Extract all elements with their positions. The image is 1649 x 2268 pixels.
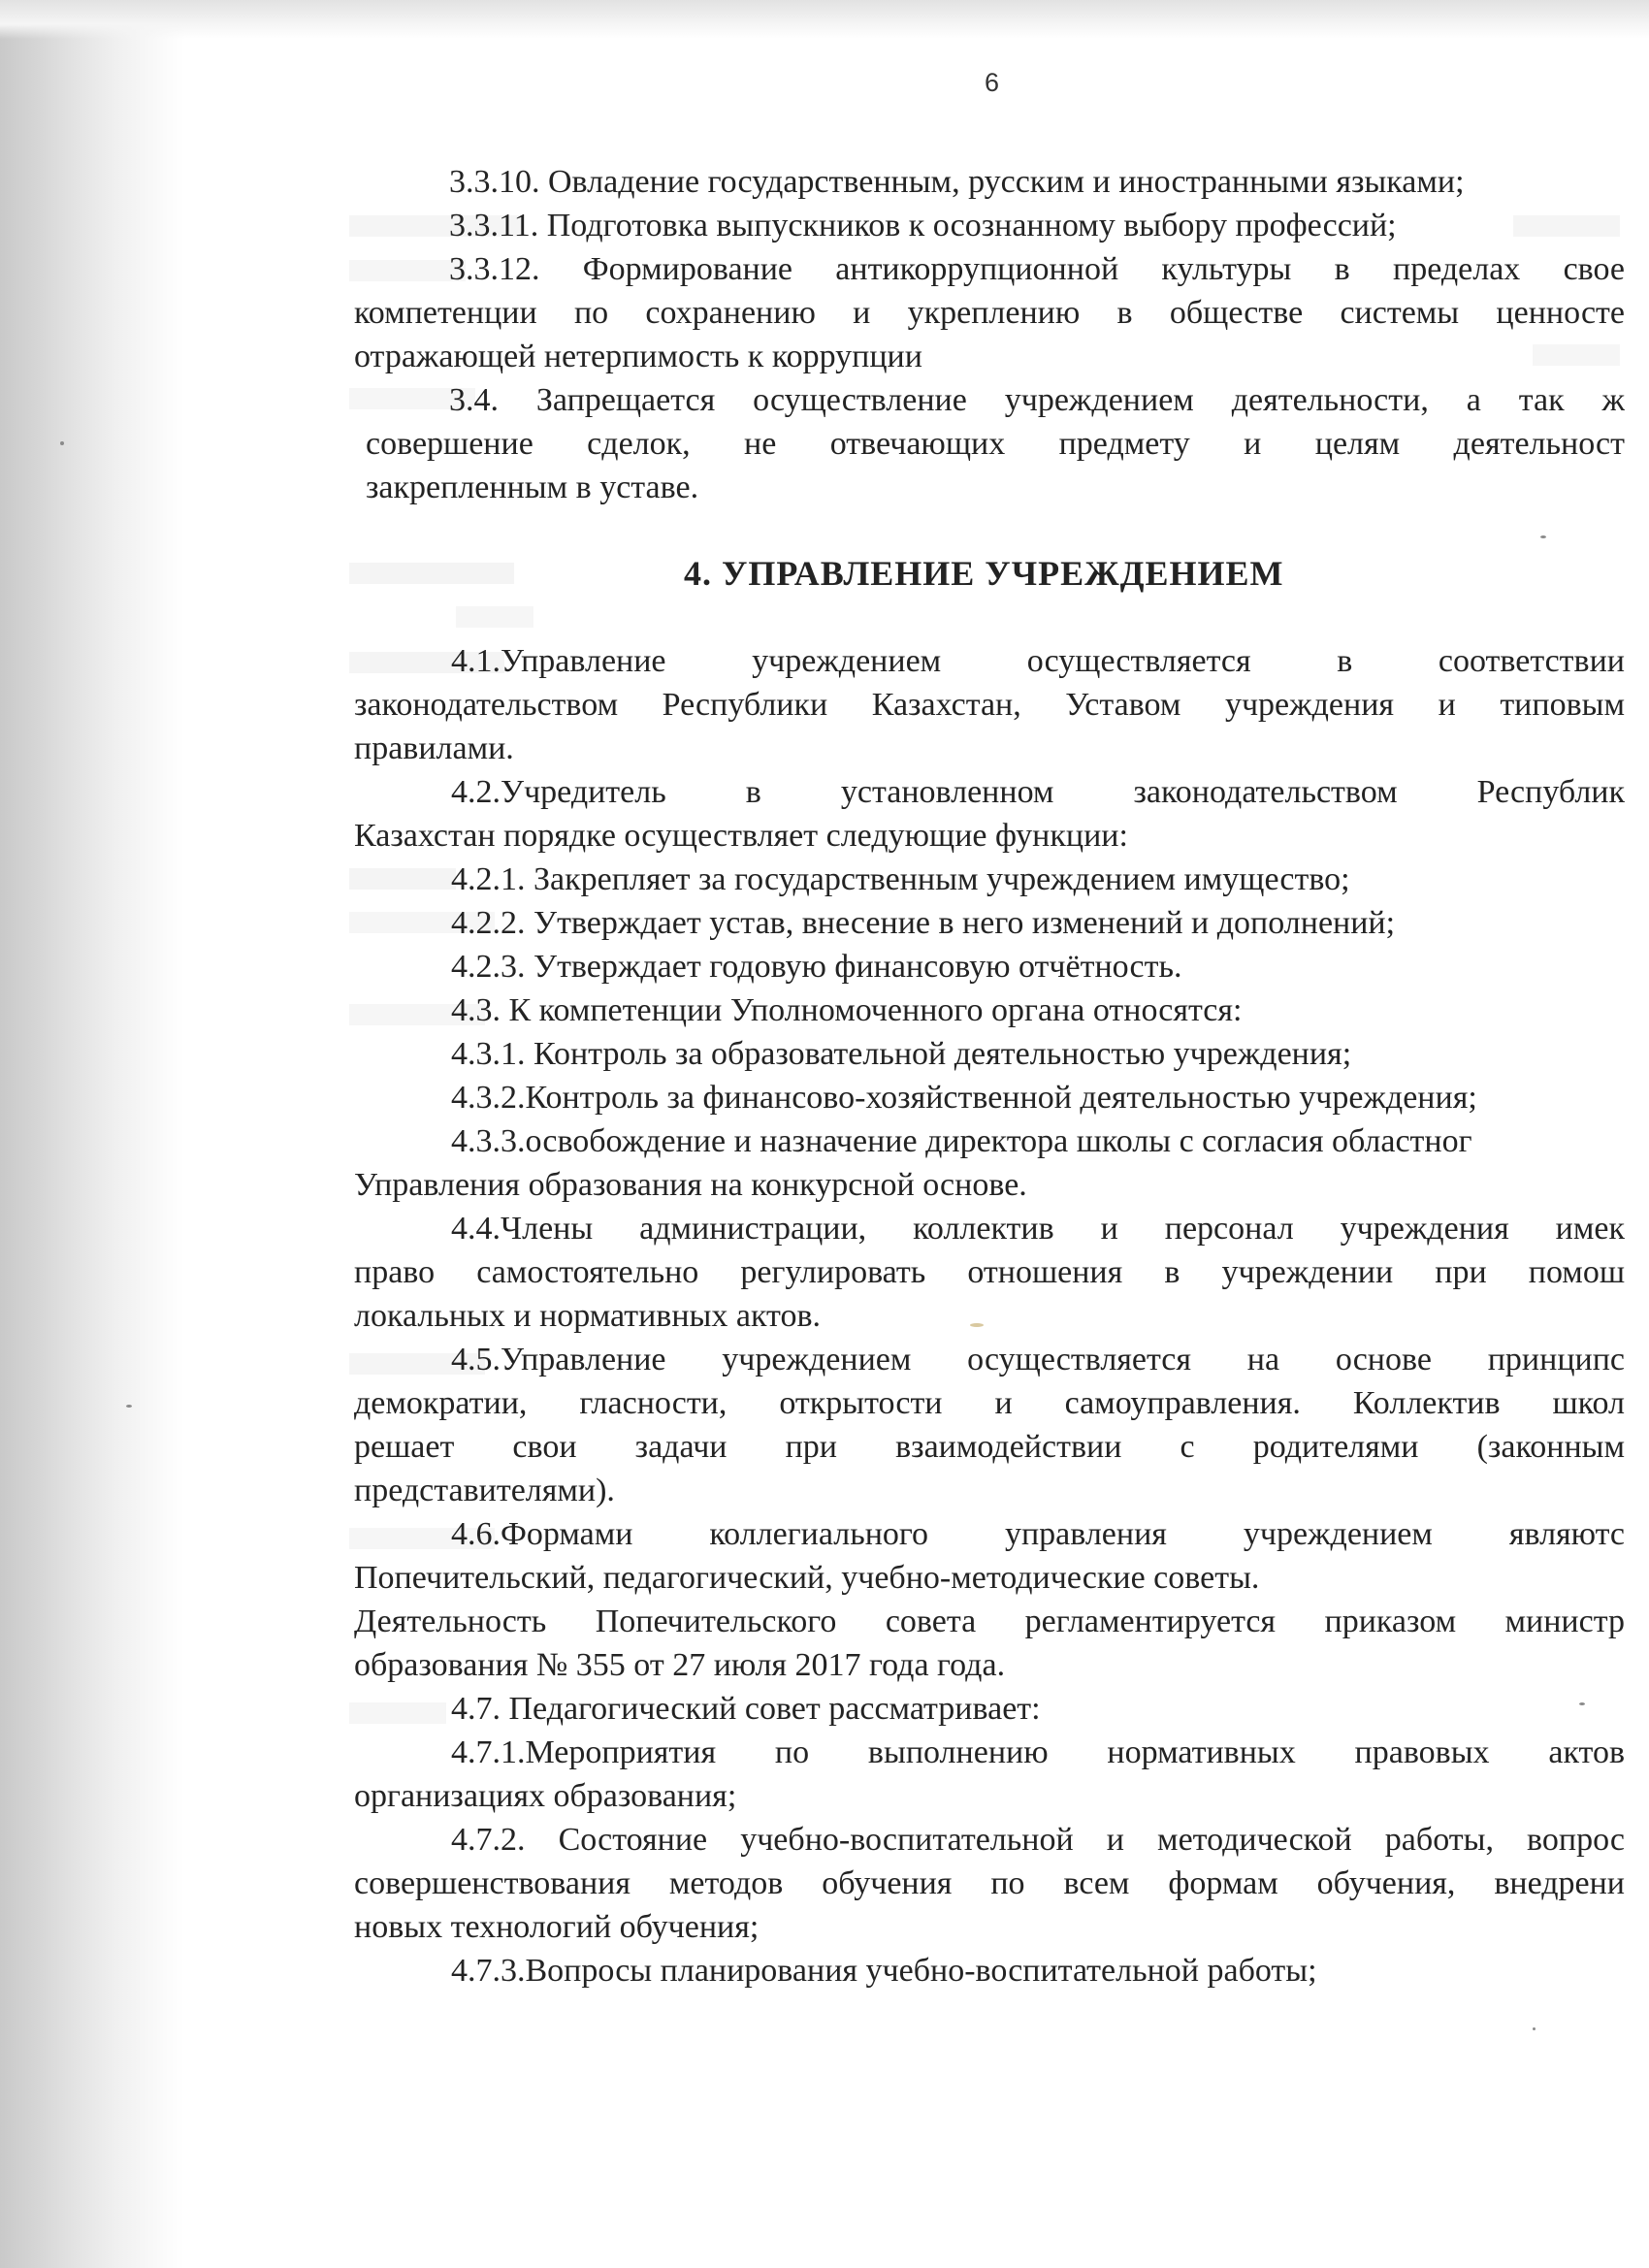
text-line: 3.4. Запрещается осуществление учреждением деятельности, а так ж [449,382,1625,418]
text-line: представителями). [354,1473,615,1508]
section-heading: 4. УПРАВЛЕНИЕ УЧРЕЖДЕНИЕМ [684,554,1284,593]
text-line: закрепленным в уставе. [366,470,699,505]
text-line: Деятельность Попечительского совета регламентируется приказом министр [354,1604,1625,1639]
scan-speck [60,441,64,445]
text-line: 4.5.Управление учреждением осуществляется на основе принципс [451,1342,1625,1377]
text-line: Попечительский, педагогический, учебно-методические советы. [354,1560,1260,1596]
text-line: 4.3.1. Контроль за образовательной деятельностью учреждения; [451,1036,1352,1072]
text-line: 3.3.11. Подготовка выпускников к осознанному выбору профессий; [449,208,1397,243]
text-line: 4.3.2.Контроль за финансово-хозяйственной деятельностью учреждения; [451,1080,1477,1116]
text-line: демократии, гласности, открытости и самоуправления. Коллектив школ [354,1385,1625,1421]
text-line: новых технологий обучения; [354,1909,760,1945]
text-line: Управления образования на конкурсной основе. [354,1167,1027,1203]
text-line: совершенствования методов обучения по всем формам обучения, внедрени [354,1865,1625,1901]
text-line: 4.4.Члены администрации, коллектив и персонал учреждения имек [451,1211,1625,1247]
text-line: совершение сделок, не отвечающих предмету и целям деятельност [366,426,1625,462]
text-line: образования № 355 от 27 июля 2017 года года. [354,1647,1006,1683]
text-line: 4.2.1. Закрепляет за государственным учреждением имущество; [451,861,1350,897]
text-line: правилами. [354,730,514,766]
document-body [354,0,1625,2268]
text-line: право самостоятельно регулировать отношения в учреждении при помош [354,1254,1625,1290]
text-line: организациях образования; [354,1778,737,1814]
text-line: 3.3.10. Овладение государственным, русским и иностранными языками; [449,164,1465,200]
text-line: 4.1.Управление учреждением осуществляется в соответствии [451,643,1625,679]
text-line: локальных и нормативных актов. [354,1298,822,1334]
text-line: 4.7. Педагогический совет рассматривает: [451,1691,1041,1727]
scan-speck [126,1405,132,1408]
text-line: законодательством Республики Казахстан, Уставом учреждения и типовым [354,687,1625,723]
text-line: решает свои задачи при взаимодействии с родителями (законным [354,1429,1625,1465]
text-line: компетенции по сохранению и укреплению в обществе системы ценносте [354,295,1625,331]
text-line: Казахстан порядке осуществляет следующие функции: [354,818,1128,854]
text-line: 4.7.2. Состояние учебно-воспитательной и методической работы, вопрос [451,1822,1625,1858]
text-line: 3.3.12. Формирование антикоррупционной культуры в пределах свое [449,251,1625,287]
text-line: 4.6.Формами коллегиального управления учреждением являютс [451,1516,1625,1552]
text-line: отражающей нетерпимость к коррупции [354,339,922,374]
text-line: 4.3. К компетенции Уполномоченного органа относятся: [451,992,1243,1028]
text-line: 4.7.1.Мероприятия по выполнению нормативных правовых актов [451,1734,1625,1770]
text-line: 4.2.3. Утверждает годовую финансовую отчётность. [451,949,1182,985]
page-number: 6 [985,68,1000,97]
text-line: 4.7.3.Вопросы планирования учебно-воспитательной работы; [451,1953,1317,1989]
text-line: 4.2.Учредитель в установленном законодательством Республик [451,774,1625,810]
text-line: 4.2.2. Утверждает устав, внесение в него изменений и дополнений; [451,905,1396,941]
text-line: 4.3.3.освобождение и назначение директора школы с согласия областног [451,1123,1472,1159]
